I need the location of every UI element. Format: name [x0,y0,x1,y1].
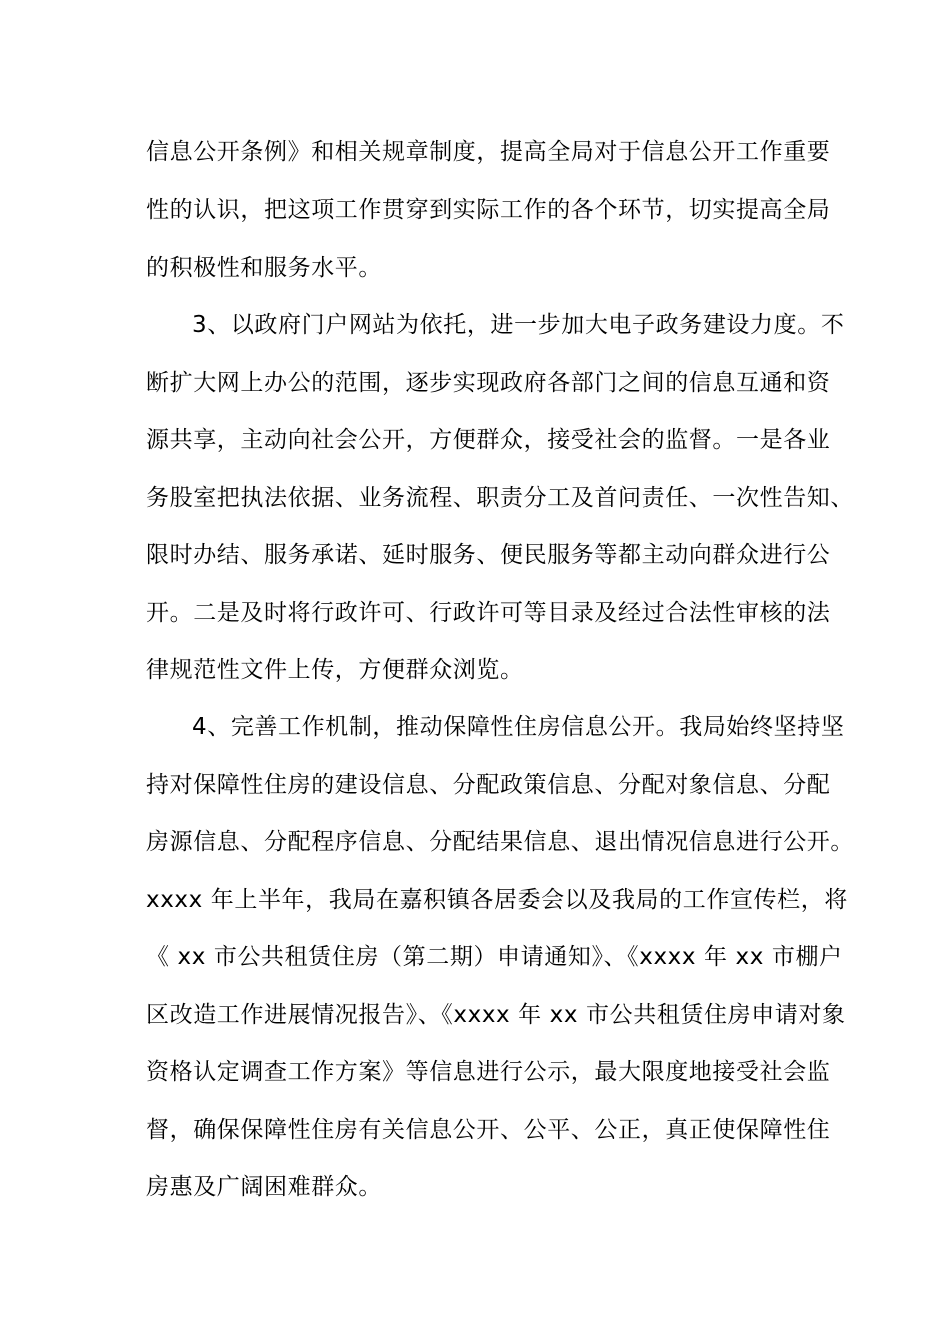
paragraph-line: 3、以政府门户网站为依托，进一步加大电子政务建设力度。不 [192,312,845,338]
paragraph-line: 资格认定调查工作方案》等信息进行公示，最大限度地接受社会监 [146,1059,831,1085]
paragraph-line: 性的认识，把这项工作贯穿到实际工作的各个环节，切实提高全局 [146,197,831,223]
paragraph-line: xxxx 年上半年，我局在嘉积镇各居委会以及我局的工作宣传栏，将 [146,887,848,913]
paragraph-line: 开。二是及时将行政许可、行政许可等目录及经过合法性审核的法 [146,600,831,626]
paragraph-line: 的积极性和服务水平。 [146,255,382,281]
paragraph-line: 《 xx 市公共租赁住房（第二期）申请通知》、《xxxx 年 xx 市棚户 [146,944,843,970]
paragraph-line: 律规范性文件上传，方便群众浏览。 [146,657,524,683]
paragraph-line: 4、完善工作机制，推动保障性住房信息公开。我局始终坚持坚 [192,714,845,740]
paragraph-line: 督，确保保障性住房有关信息公开、公平、公正，真正使保障性住 [146,1117,831,1143]
paragraph-line: 源共享，主动向社会公开，方便群众，接受社会的监督。一是各业 [146,427,831,453]
paragraph-line: 限时办结、服务承诺、延时服务、便民服务等都主动向群众进行公 [146,542,831,568]
paragraph-line: 房惠及广阔困难群众。 [146,1174,382,1200]
paragraph-line: 断扩大网上办公的范围，逐步实现政府各部门之间的信息互通和资 [146,370,831,396]
paragraph-line: 持对保障性住房的建设信息、分配政策信息、分配对象信息、分配 [146,772,831,798]
paragraph-line: 务股室把执法依据、业务流程、职责分工及首问责任、一次性告知、 [146,485,854,511]
paragraph-line: 房源信息、分配程序信息、分配结果信息、退出情况信息进行公开。 [146,829,854,855]
paragraph-line: 区改造工作进展情况报告》、《xxxx 年 xx 市公共租赁住房申请对象 [146,1002,846,1028]
paragraph-line: 信息公开条例》和相关规章制度，提高全局对于信息公开工作重要 [146,139,831,165]
